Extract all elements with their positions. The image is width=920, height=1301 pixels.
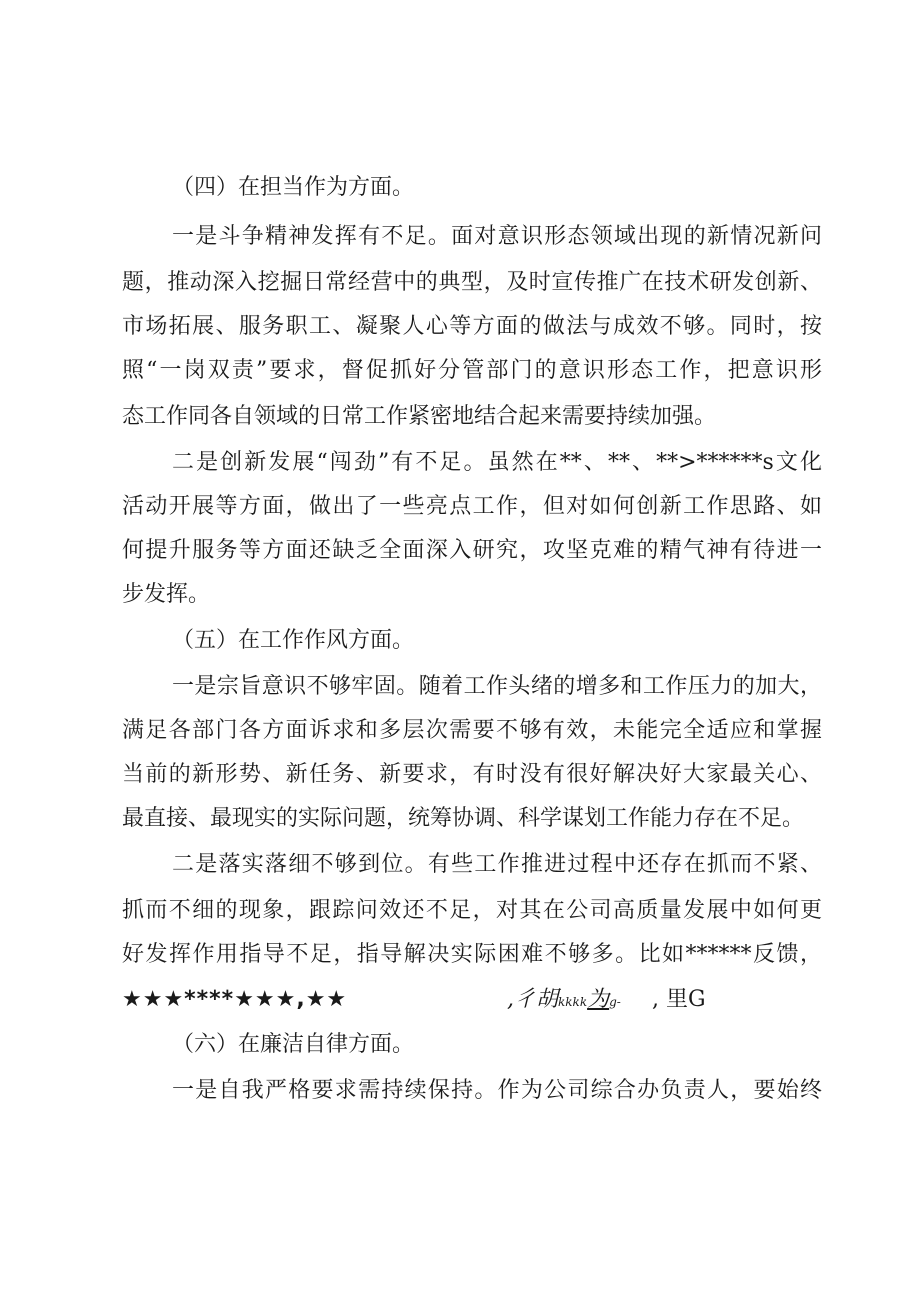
paragraph-line: 抓而不细的现象，跟踪问效还不足，对其在公司高质量发展中如何更 (122, 898, 822, 923)
garbled-tail: , 里G (652, 987, 706, 1012)
paragraph-line: 二是落实落细不够到位。有些工作推进过程中还存在抓而不紧、 (172, 852, 822, 877)
paragraph-line: 最直接、最现实的实际问题，统筹协调、科学谋划工作能力存在不足。 (122, 806, 805, 831)
garbled-hand-suffix: g- (609, 995, 621, 1009)
paragraph-line: 一是斗争精神发挥有不足。面对意识形态领域出现的新情况新问 (172, 224, 822, 249)
garbled-ocr-line (122, 985, 822, 1017)
paragraph-line: 态工作同各自领域的日常工作紧密地结合起来需要持续加强。 (122, 404, 717, 429)
paragraph-line: 步发挥。 (122, 582, 211, 607)
paragraph-line: 满足各部门各方面诉求和多层次需要不够有效，未能完全适应和掌握 (122, 718, 822, 743)
garbled-hand-prefix: ,彳胡 (507, 987, 558, 1012)
paragraph-line: 当前的新形势、新任务、新要求，有时没有很好解决好大家最关心、 (122, 762, 822, 787)
paragraph-line: 二是创新发展“闯劲”有不足。虽然在**、**、**>******s文化 (172, 450, 822, 475)
paragraph-line: 市场拓展、服务职工、凝聚人心等方面的做法与成效不够。同时，按 (122, 314, 822, 339)
section-heading-6: （六）在廉洁自律方面。 (172, 1032, 415, 1057)
paragraph-line: 一是宗旨意识不够牢固。随着工作头绪的增多和工作压力的加大， (172, 674, 822, 699)
section-heading-4: （四）在担当作为方面。 (172, 175, 415, 200)
paragraph-line: 题，推动深入挖掘日常经营中的典型，及时宣传推广在技术研发创新、 (122, 270, 822, 295)
paragraph-line: 照“一岗双责”要求，督促抓好分管部门的意识形态工作，把意识形 (122, 358, 822, 383)
garbled-hand-underlined: 为 (587, 987, 610, 1012)
garbled-hand-small: kkkk (558, 995, 588, 1009)
section-heading-5: （五）在工作作风方面。 (172, 628, 415, 653)
paragraph-line: 一是自我严格要求需持续保持。作为公司综合办负责人，要始终 (172, 1078, 822, 1103)
garbled-handwriting (507, 985, 621, 1017)
garbled-stars: ★★★****★★★,★★ (122, 987, 348, 1012)
paragraph-line: 活动开展等方面，做出了一些亮点工作，但对如何创新工作思路、如 (122, 494, 822, 519)
paragraph-line: 好发挥作用指导不足，指导解决实际困难不够多。比如******反馈， (122, 942, 822, 967)
paragraph-line: 何提升服务等方面还缺乏全面深入研究，攻坚克难的精气神有待进一 (122, 538, 822, 563)
